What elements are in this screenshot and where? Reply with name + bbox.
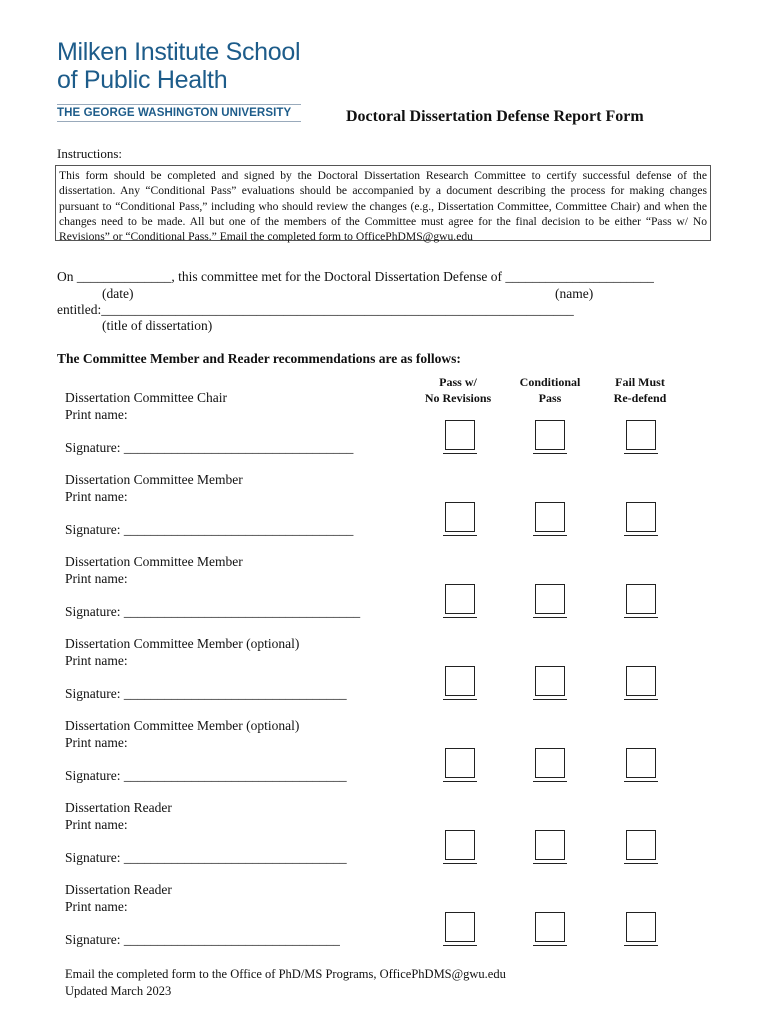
conditional-pass-checkbox[interactable]	[535, 666, 565, 696]
col-conditional-line1: Conditional	[519, 375, 581, 389]
print-name-field[interactable]: Print name:	[65, 571, 128, 586]
checkbox-underline	[624, 535, 658, 536]
print-name-field[interactable]: Print name:	[65, 653, 128, 668]
checkbox-underline	[533, 863, 567, 864]
checkbox-underline	[533, 945, 567, 946]
col-fail-line2: Re-defend	[613, 391, 667, 405]
checkbox-underline	[443, 453, 477, 454]
checkbox-underline	[533, 781, 567, 782]
checkbox-underline	[533, 535, 567, 536]
conditional-pass-checkbox[interactable]	[535, 912, 565, 942]
member-role: Dissertation Committee Member	[65, 472, 243, 487]
checkbox-underline	[624, 453, 658, 454]
member-role: Dissertation Committee Member (optional)	[65, 636, 300, 651]
logo-divider	[57, 104, 301, 105]
col-fail-line1: Fail Must	[615, 375, 665, 389]
fail-redefend-checkbox[interactable]	[626, 830, 656, 860]
pass-no-revisions-checkbox[interactable]	[445, 666, 475, 696]
member-role: Dissertation Reader	[65, 882, 172, 897]
checkbox-underline	[533, 699, 567, 700]
checkbox-underline	[624, 945, 658, 946]
form-title: Doctoral Dissertation Defense Report Form	[346, 108, 644, 125]
print-name-field[interactable]: Print name:	[65, 817, 128, 832]
checkbox-underline	[533, 617, 567, 618]
member-role: Dissertation Reader	[65, 800, 172, 815]
col-conditional-pass	[512, 374, 588, 406]
instructions-box: This form should be completed and signed by the Doctoral Dissertation Research Committee to certify successful defense of the dissertation. Any “Conditional Pass” evaluations should be accompanied by a document describing the process for making changes pursuant to “Conditional Pass,” including who should review the changes (e.g., Dissertation Committee, Committee Chair) and when the changes need to be made. All but one of the members of the Committee must agree for the final decision to be either “Pass w/ No Revisions” or “Conditional Pass.” Email the completed form to OfficePhDMS@gwu.edu	[55, 165, 711, 241]
conditional-pass-checkbox[interactable]	[535, 420, 565, 450]
checkbox-underline	[443, 699, 477, 700]
checkbox-underline	[443, 945, 477, 946]
signature-field[interactable]: Signature: ___________________________________	[65, 604, 361, 619]
pass-no-revisions-checkbox[interactable]	[445, 584, 475, 614]
member-role: Dissertation Committee Member (optional)	[65, 718, 300, 733]
col-pass-no-revisions	[420, 374, 496, 406]
pass-no-revisions-checkbox[interactable]	[445, 748, 475, 778]
print-name-field[interactable]: Print name:	[65, 899, 128, 914]
conditional-pass-checkbox[interactable]	[535, 502, 565, 532]
school-logo	[57, 38, 303, 122]
checkbox-underline	[443, 535, 477, 536]
fail-redefend-checkbox[interactable]	[626, 420, 656, 450]
checkbox-underline	[624, 617, 658, 618]
signature-field[interactable]: Signature: __________________________________	[65, 440, 354, 455]
pass-no-revisions-checkbox[interactable]	[445, 912, 475, 942]
entitled-line[interactable]: entitled:______________________________________________________________________	[57, 302, 574, 317]
fail-redefend-checkbox[interactable]	[626, 912, 656, 942]
fail-redefend-checkbox[interactable]	[626, 666, 656, 696]
checkbox-underline	[624, 781, 658, 782]
col-pass-line1: Pass w/	[439, 375, 477, 389]
logo-school-name: Milken Institute School	[57, 38, 301, 66]
pass-no-revisions-checkbox[interactable]	[445, 420, 475, 450]
signature-field[interactable]: Signature: __________________________________	[65, 522, 354, 537]
checkbox-underline	[533, 453, 567, 454]
date-label: (date)	[102, 286, 134, 301]
name-label: (name)	[555, 286, 594, 301]
checkbox-underline	[443, 781, 477, 782]
footer-email: Email the completed form to the Office of PhD/MS Programs, OfficePhDMS@gwu.edu	[65, 967, 506, 981]
member-role: Dissertation Committee Chair	[65, 390, 227, 405]
logo-school-name-2: of Public Health	[57, 66, 228, 94]
footer-updated: Updated March 2023	[65, 984, 172, 998]
logo-divider-bottom	[57, 121, 301, 122]
print-name-field[interactable]: Print name:	[65, 735, 128, 750]
fail-redefend-checkbox[interactable]	[626, 502, 656, 532]
checkbox-underline	[624, 863, 658, 864]
title-label: (title of dissertation)	[102, 318, 213, 333]
print-name-field[interactable]: Print name:	[65, 489, 128, 504]
signature-field[interactable]: Signature: _________________________________	[65, 768, 347, 783]
meeting-line[interactable]: On ______________, this committee met for the Doctoral Dissertation Defense of ______________________	[57, 269, 654, 284]
member-role: Dissertation Committee Member	[65, 554, 243, 569]
fail-redefend-checkbox[interactable]	[626, 748, 656, 778]
signature-field[interactable]: Signature: ________________________________	[65, 932, 340, 947]
col-pass-line2: No Revisions	[424, 391, 492, 405]
checkbox-underline	[443, 617, 477, 618]
print-name-field[interactable]: Print name:	[65, 407, 128, 422]
pass-no-revisions-checkbox[interactable]	[445, 502, 475, 532]
checkbox-underline	[443, 863, 477, 864]
conditional-pass-checkbox[interactable]	[535, 830, 565, 860]
pass-no-revisions-checkbox[interactable]	[445, 830, 475, 860]
conditional-pass-checkbox[interactable]	[535, 748, 565, 778]
signature-field[interactable]: Signature: _________________________________	[65, 686, 347, 701]
col-fail-redefend	[602, 374, 678, 406]
logo-university: THE GEORGE WASHINGTON UNIVERSITY	[57, 107, 292, 119]
committee-heading: The Committee Member and Reader recommendations are as follows:	[57, 351, 461, 366]
col-conditional-line2: Pass	[538, 391, 562, 405]
fail-redefend-checkbox[interactable]	[626, 584, 656, 614]
signature-field[interactable]: Signature: _________________________________	[65, 850, 347, 865]
conditional-pass-checkbox[interactable]	[535, 584, 565, 614]
checkbox-underline	[624, 699, 658, 700]
instructions-heading: Instructions:	[57, 146, 122, 161]
